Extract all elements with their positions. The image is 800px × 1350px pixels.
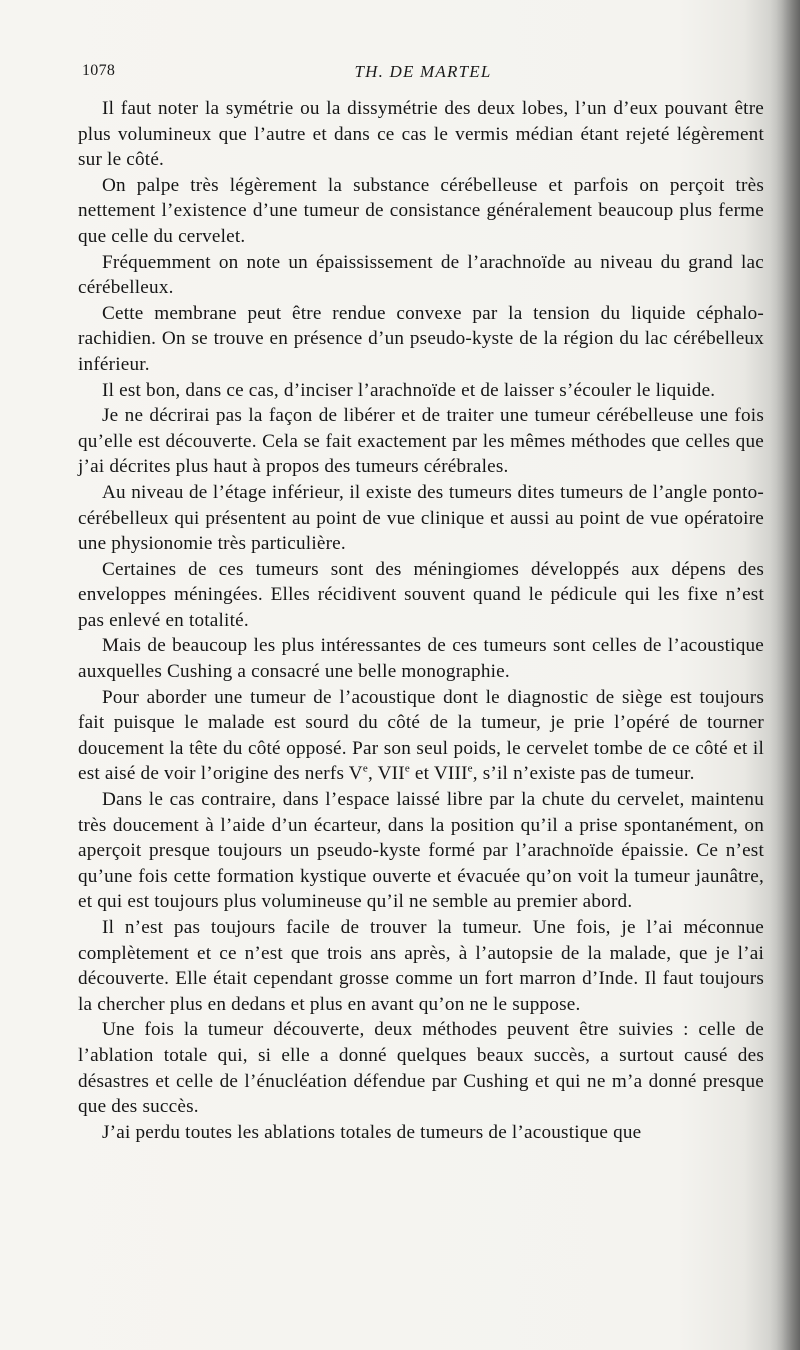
binding-edge-shadow [770, 0, 800, 1350]
paragraph: Il est bon, dans ce cas, d’inciser l’arachnoïde et de laisser s’écouler le liquide. [102, 379, 716, 401]
text-run: , VII [367, 763, 405, 785]
page-number: 1078 [82, 62, 116, 79]
running-title: TH. DE MARTEL [354, 62, 492, 81]
paragraph-with-superscripts [78, 685, 764, 787]
superscript: e [362, 763, 368, 776]
paragraph: Une fois la tumeur découverte, deux méthodes peuvent être suivies : celle de l’ablation totale qui, si elle a donné quelques beaux succès, a surtout causé des désastres et celle de l’énucléation défendue par Cushing et qui ne m’a donné presque que des succès. [78, 1019, 764, 1118]
paragraph: Je ne décrirai pas la façon de libérer et de traiter une tumeur cérébelleuse une fois qu’elle est découverte. Cela se fait exactement par les mêmes méthodes que celles que j’ai décrites plus haut à propos des tumeurs cérébrales. [78, 405, 764, 478]
text-run: et VIII [409, 763, 468, 785]
paragraph: Il n’est pas toujours facile de trouver la tumeur. Une fois, je l’ai méconnue complètement et ce n’est que trois ans après, à l’autopsie de la malade, que je l’ai découverte. Elle était cependant grosse comme un fort marron d’Inde. Il faut toujours la chercher plus en dedans et plus en avant qu’on ne le suppose. [78, 917, 764, 1015]
body-text [78, 96, 764, 1145]
paragraph: Certaines de ces tumeurs sont des méningiomes développés aux dépens des enveloppes méningées. Elles récidivent souvent quand le pédicule qui les fixe n’est pas enlevé en totalité. [78, 558, 764, 631]
text-run: , s’il n’existe pas de tumeur. [472, 763, 695, 785]
superscript: e [404, 763, 410, 776]
paragraph: Mais de beaucoup les plus intéressantes de ces tumeurs sont celles de l’acoustique auxquelles Cushing a consacré une belle monographie. [78, 635, 764, 683]
paragraph: Cette membrane peut être rendue convexe par la tension du liquide céphalo-rachidien. On se trouve en présence d’un pseudo-kyste de la région du lac cérébelleux inférieur. [78, 302, 764, 375]
paragraph: Au niveau de l’étage inférieur, il existe des tumeurs dites tumeurs de l’angle ponto-cérébelleux qui présentent au point de vue clinique et aussi au point de vue opératoire une physionomie très particulière. [78, 481, 764, 555]
paragraph: Il faut noter la symétrie ou la dissymétrie des deux lobes, l’un d’eux pouvant être plus volumineux que l’autre et dans ce cas le vermis médian étant rejeté légèrement sur le côté. [78, 98, 764, 171]
superscript: e [467, 763, 473, 776]
paragraph: On palpe très légèrement la substance cérébelleuse et parfois on perçoit très nettement l’existence d’une tumeur de consistance généralement beaucoup plus ferme que celle du cervelet. [78, 174, 764, 247]
running-head [82, 62, 764, 86]
paragraph: J’ai perdu toutes les ablations totales de tumeurs de l’acoustique que [102, 1121, 642, 1143]
paragraph: Fréquemment on note un épaississement de l’arachnoïde au niveau du grand lac cérébelleux. [78, 251, 764, 299]
text-run: Pour aborder une tumeur de l’acoustique dont le diagnostic de siège est toujours fait puisque le malade est sourd du côté de la tumeur, je prie l’opéré de tourner doucement la tête du côté opposé. Par son seul poids, le cervelet tombe de ce côté et il est aisé de voir l’origine des nerfs V [78, 686, 764, 785]
paragraph: Dans le cas contraire, dans l’espace laissé libre par la chute du cervelet, maintenu très doucement à l’aide d’un écarteur, dans la position qu’il a prise spontanément, on aperçoit presque toujours un pseudo-kyste formé par l’arachnoïde épaissie. Ce n’est qu’une fois cette formation kystique ouverte et évacuée qu’on voit la tumeur jaunâtre, et qui est toujours plus volumineuse qu’il ne semble au premier abord. [78, 789, 764, 913]
